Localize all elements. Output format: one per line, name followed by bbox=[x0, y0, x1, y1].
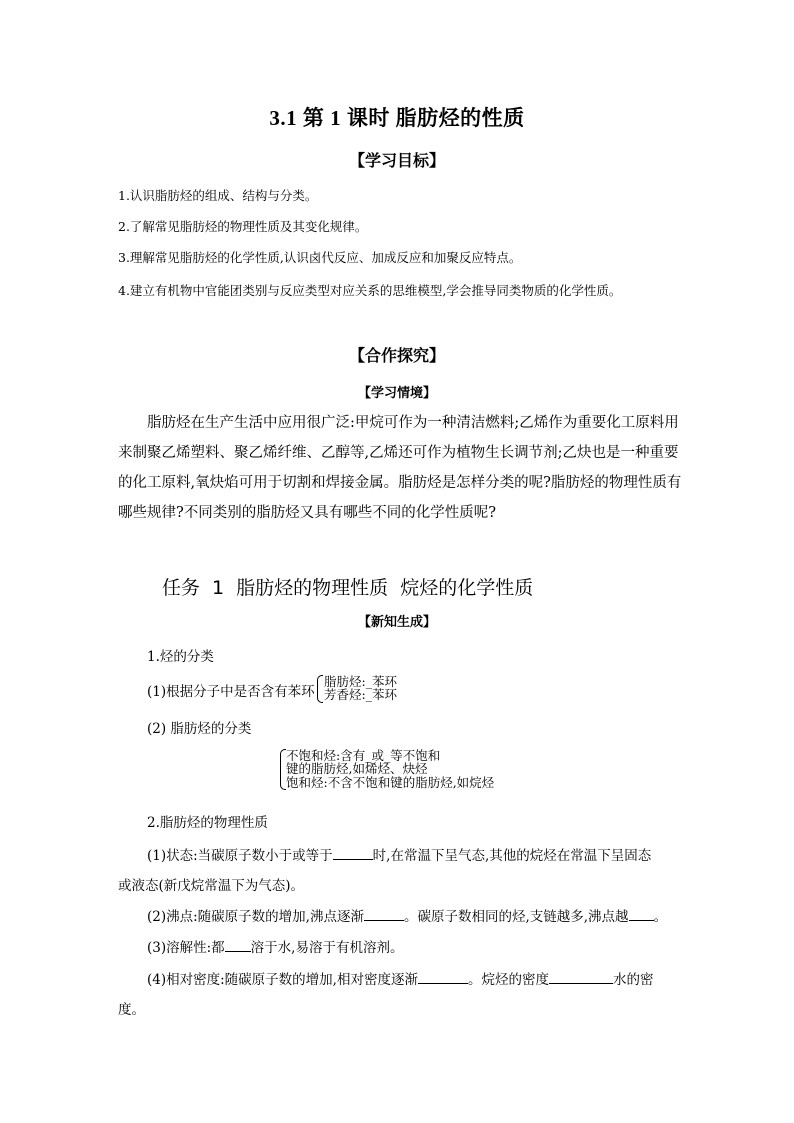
density-text: (4)相对密度:随碳原子数的增加,相对密度逐渐 bbox=[147, 972, 418, 988]
density-text: 。烷烃的密度 bbox=[467, 972, 549, 988]
state-text: 时,在常温下呈气态,其他的烷烃在常温下呈固态 bbox=[372, 848, 652, 864]
classification-q2: (2) 脂肪烃的分类 bbox=[147, 721, 252, 737]
solubility-text: (3)溶解性:都 bbox=[147, 940, 225, 956]
boiling-point-line bbox=[147, 905, 667, 925]
unsaturated-line: 键的脂肪烃,如烯烃、炔烃 bbox=[286, 761, 428, 776]
explore-heading: 【合作探究】 bbox=[348, 346, 445, 365]
physical-heading: 2.脂肪烃的物理性质 bbox=[147, 815, 268, 831]
aromatic-option: 芳香烃:_苯环 bbox=[324, 687, 397, 702]
objective-item: 1.认识脂肪烃的组成、结构与分类。 bbox=[118, 188, 318, 203]
solubility-line bbox=[147, 936, 403, 956]
answer-blank[interactable] bbox=[549, 971, 613, 984]
classification-q1: (1)根据分子中是否含有苯环 bbox=[147, 684, 315, 700]
answer-blank[interactable] bbox=[418, 971, 468, 984]
state-line bbox=[147, 844, 651, 864]
objectives-heading: 【学习目标】 bbox=[348, 151, 445, 170]
solubility-text: 溶于水,易溶于有机溶剂。 bbox=[250, 940, 404, 956]
context-paragraph: 脂肪烃在生产生活中应用很广泛:甲烷可作为一种清洁燃料;乙烯作为重要化工原料用来制聚乙烯塑料、聚乙烯纤维、乙醇等,乙烯还可作为植物生长调节剂;乙炔也是一种重要的化工原料,氧炔焰可用于切割和焊接金属。脂肪烃是怎样分类的呢?脂肪烃的物理性质有哪些规律?不同类别的脂肪烃又具有哪些不同的化学性质呢? bbox=[118, 415, 682, 521]
state-text: (1)状态:当碳原子数小于或等于 bbox=[147, 848, 333, 864]
context-heading: 【学习情境】 bbox=[357, 386, 436, 401]
new-knowledge-heading: 【新知生成】 bbox=[357, 615, 436, 630]
objective-item: 2.了解常见脂肪烃的物理性质及其变化规律。 bbox=[118, 219, 368, 234]
task-title: 任务 1 脂肪烃的物理性质 烷烃的化学性质 bbox=[162, 577, 534, 599]
aliphatic-option: 脂肪烃:_苯环 bbox=[324, 674, 397, 689]
saturated-line: 饱和烃:不含不饱和键的脂肪烃,如烷烃 bbox=[286, 775, 495, 790]
answer-blank[interactable] bbox=[364, 908, 404, 921]
bp-text: (2)沸点:随碳原子数的增加,沸点逐渐 bbox=[147, 909, 364, 925]
left-brace bbox=[317, 675, 323, 703]
bp-text: 。 bbox=[653, 909, 668, 925]
unsaturated-line: 不饱和烃:含有_或_等不饱和 bbox=[286, 748, 441, 763]
classification-heading: 1.烃的分类 bbox=[147, 649, 214, 665]
answer-blank[interactable] bbox=[629, 908, 654, 921]
objective-item: 4.建立有机物中官能团类别与反应类型对应关系的思维模型,学会推导同类物质的化学性质。 bbox=[118, 283, 622, 298]
bp-text: 。碳原子数相同的烃,支链越多,沸点越 bbox=[403, 909, 629, 925]
density-text: 度。 bbox=[118, 1002, 145, 1018]
answer-blank[interactable] bbox=[225, 939, 251, 952]
state-text: 或液态(新戊烷常温下为气态)。 bbox=[118, 878, 305, 894]
page-title: 3.1 第 1 课时 脂肪烃的性质 bbox=[269, 106, 525, 130]
density-text: 水的密 bbox=[612, 972, 654, 988]
objective-item: 3.理解常见脂肪烃的化学性质,认识卤代反应、加成反应和加聚反应特点。 bbox=[118, 250, 522, 265]
density-line bbox=[147, 968, 653, 988]
answer-blank[interactable] bbox=[333, 847, 373, 860]
